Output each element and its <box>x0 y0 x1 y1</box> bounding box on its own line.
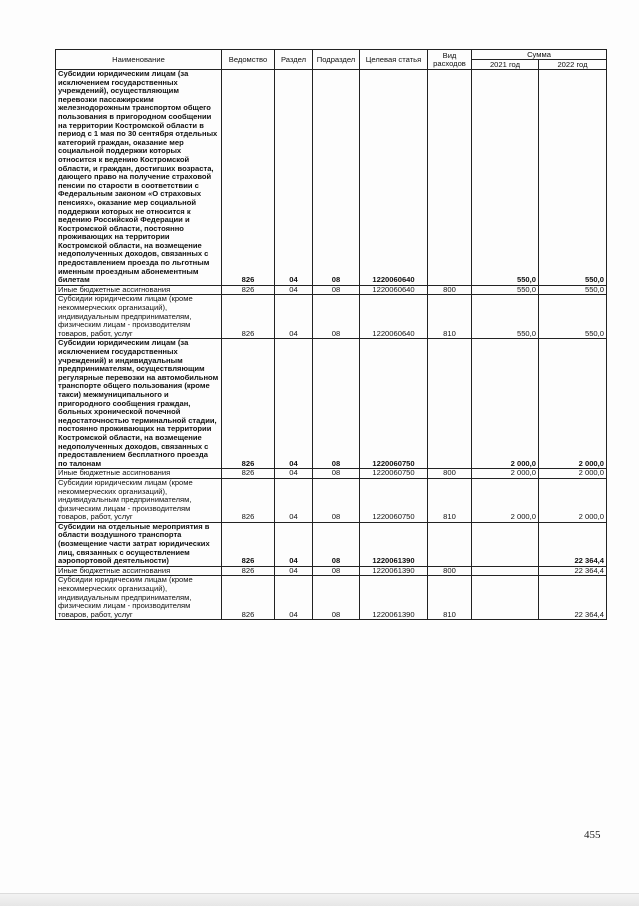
subsection-cell: 08 <box>313 522 360 566</box>
header-expense-type: Вид расходов <box>428 50 472 70</box>
name-cell: Субсидии юридическим лицам (за исключением государственных учреждений) и индивидуальным предпринимателям, осуществляющим регулярные перевозки на автомобильном транспорте общего пользования (кроме такси) межмуниципального и пригородного сообщения граждан, больных хронической почечной недостаточностью терминальной стадии, постоянно проживающих на территории Костромской области, на возмещение недополученных доходов, связанных с предоставлением бесплатного проезда по талонам <box>56 339 222 469</box>
sum-2021-cell: 550,0 <box>472 285 539 295</box>
section-cell: 04 <box>275 478 313 522</box>
target-cell: 1220061390 <box>360 566 428 576</box>
page-number: 455 <box>584 829 601 841</box>
section-cell: 04 <box>275 576 313 620</box>
sum-2021-cell: 550,0 <box>472 295 539 339</box>
sum-2022-cell: 22 364,4 <box>539 566 607 576</box>
expense-type-cell: 800 <box>428 469 472 479</box>
header-year-2022: 2022 год <box>539 60 607 70</box>
sum-2022-cell: 2 000,0 <box>539 478 607 522</box>
subsection-cell: 08 <box>313 566 360 576</box>
subsection-cell: 08 <box>313 70 360 286</box>
expense-type-cell <box>428 522 472 566</box>
target-cell: 1220060640 <box>360 295 428 339</box>
table-header <box>56 50 607 70</box>
name-cell: Субсидии юридическим лицам (кроме некоммерческих организаций), индивидуальным предпринимателям, физическим лицам - производителям товаров, работ, услуг <box>56 576 222 620</box>
name-cell: Иные бюджетные ассигнования <box>56 566 222 576</box>
expense-type-cell: 810 <box>428 295 472 339</box>
target-cell: 1220060750 <box>360 339 428 469</box>
section-cell: 04 <box>275 566 313 576</box>
sum-2022-cell: 550,0 <box>539 70 607 286</box>
section-cell: 04 <box>275 70 313 286</box>
sum-2022-cell: 2 000,0 <box>539 469 607 479</box>
target-cell: 1220061390 <box>360 576 428 620</box>
subsection-cell: 08 <box>313 339 360 469</box>
table-row <box>56 285 607 295</box>
section-cell: 04 <box>275 285 313 295</box>
sum-2021-cell: 2 000,0 <box>472 478 539 522</box>
table-row <box>56 339 607 469</box>
dept-cell: 826 <box>222 70 275 286</box>
expense-type-cell <box>428 70 472 286</box>
dept-cell: 826 <box>222 295 275 339</box>
target-cell: 1220060750 <box>360 478 428 522</box>
target-cell: 1220061390 <box>360 522 428 566</box>
section-cell: 04 <box>275 522 313 566</box>
table-row <box>56 522 607 566</box>
section-cell: 04 <box>275 339 313 469</box>
table-row <box>56 70 607 286</box>
header-subsection: Подраздел <box>313 50 360 70</box>
dept-cell: 826 <box>222 566 275 576</box>
dept-cell: 826 <box>222 576 275 620</box>
target-cell: 1220060750 <box>360 469 428 479</box>
sum-2022-cell: 2 000,0 <box>539 339 607 469</box>
sum-2022-cell: 22 364,4 <box>539 576 607 620</box>
subsection-cell: 08 <box>313 295 360 339</box>
sum-2021-cell: 2 000,0 <box>472 469 539 479</box>
dept-cell: 826 <box>222 478 275 522</box>
target-cell: 1220060640 <box>360 285 428 295</box>
name-cell: Субсидии на отдельные мероприятия в области воздушного транспорта (возмещение части затрат юридических лиц, связанных с осуществлением аэропортовой деятельности) <box>56 522 222 566</box>
sum-2021-cell: 550,0 <box>472 70 539 286</box>
table-row <box>56 469 607 479</box>
table-body <box>56 70 607 620</box>
name-cell: Субсидии юридическим лицам (за исключением государственных учреждений), осуществляющим перевозки пассажирским железнодорожным транспортом общего пользования в пригородном сообщении на территории Костромской области в период с 1 мая по 30 сентября отдельных категорий граждан, оказание мер социальной поддержки которых относится к ведению Костромской области, и граждан, достигших возраста, дающего право на получение страховой пенсии по старости в соответствии с Федеральным законом «О страховых пенсиях», оказание мер социальной поддержки которых не относится к ведению Российской Федерации и Костромской области, постоянно проживающих на территории Костромской области, на возмещение недополученных доходов, связанных с предоставлением проезда по льготным именным проездным абонементным билетам <box>56 70 222 286</box>
section-cell: 04 <box>275 295 313 339</box>
dept-cell: 826 <box>222 285 275 295</box>
table-row <box>56 295 607 339</box>
name-cell: Иные бюджетные ассигнования <box>56 469 222 479</box>
table-row <box>56 478 607 522</box>
subsection-cell: 08 <box>313 576 360 620</box>
sum-2021-cell: 2 000,0 <box>472 339 539 469</box>
budget-table <box>55 49 607 620</box>
section-cell: 04 <box>275 469 313 479</box>
target-cell: 1220060640 <box>360 70 428 286</box>
subsection-cell: 08 <box>313 478 360 522</box>
header-year-2021: 2021 год <box>472 60 539 70</box>
scan-edge <box>0 893 639 906</box>
table-row <box>56 576 607 620</box>
expense-type-cell: 800 <box>428 566 472 576</box>
sum-2022-cell: 22 364,4 <box>539 522 607 566</box>
header-sum: Сумма <box>472 50 607 60</box>
header-section: Раздел <box>275 50 313 70</box>
table-row <box>56 566 607 576</box>
dept-cell: 826 <box>222 339 275 469</box>
expense-type-cell <box>428 339 472 469</box>
header-dept: Ведомство <box>222 50 275 70</box>
subsection-cell: 08 <box>313 285 360 295</box>
sum-2021-cell <box>472 576 539 620</box>
name-cell: Субсидии юридическим лицам (кроме некоммерческих организаций), индивидуальным предпринимателям, физическим лицам - производителям товаров, работ, услуг <box>56 478 222 522</box>
expense-type-cell: 800 <box>428 285 472 295</box>
expense-type-cell: 810 <box>428 478 472 522</box>
dept-cell: 826 <box>222 522 275 566</box>
header-target: Целевая статья <box>360 50 428 70</box>
sum-2022-cell: 550,0 <box>539 295 607 339</box>
name-cell: Субсидии юридическим лицам (кроме некоммерческих организаций), индивидуальным предпринимателям, физическим лицам - производителям товаров, работ, услуг <box>56 295 222 339</box>
header-name: Наименование <box>56 50 222 70</box>
name-cell: Иные бюджетные ассигнования <box>56 285 222 295</box>
sum-2021-cell <box>472 566 539 576</box>
subsection-cell: 08 <box>313 469 360 479</box>
dept-cell: 826 <box>222 469 275 479</box>
sum-2022-cell: 550,0 <box>539 285 607 295</box>
expense-type-cell: 810 <box>428 576 472 620</box>
sum-2021-cell <box>472 522 539 566</box>
